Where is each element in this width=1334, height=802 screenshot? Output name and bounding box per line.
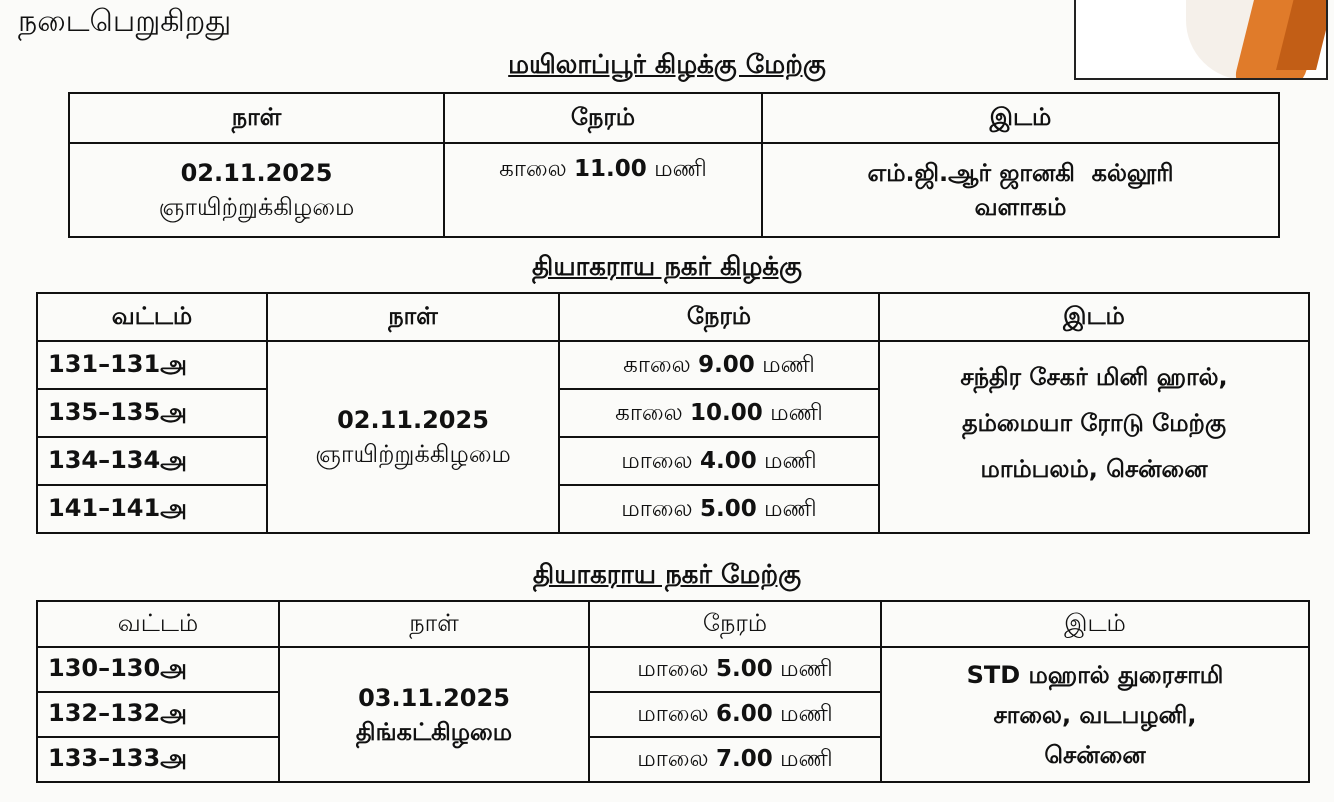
date: 02.11.2025 xyxy=(337,406,489,434)
time-suffix: மணி xyxy=(780,656,833,682)
section-title-mylapore: மயிலாப்பூர் கிழக்கு மேற்கு xyxy=(508,50,826,80)
time-value: 5.00 xyxy=(699,495,757,522)
day: ஞாயிற்றுக்கிழமை xyxy=(315,440,511,468)
ward-cell: 141–141அ xyxy=(37,485,267,533)
time-suffix: மணி xyxy=(764,447,817,474)
time-prefix: மாலை xyxy=(637,746,709,772)
venue-line: எம்.ஜி.ஆர் ஜானகி கல்லூரி xyxy=(867,159,1174,187)
time-suffix: மணி xyxy=(764,495,817,522)
time-value: 11.00 xyxy=(574,156,647,182)
table-header-row xyxy=(37,601,1309,647)
time-prefix: காலை xyxy=(499,156,567,182)
time-suffix: மணி xyxy=(762,351,815,378)
header-ward: வட்டம் xyxy=(37,601,279,647)
table-row xyxy=(37,647,1309,692)
schedule-table-tnagar-west xyxy=(36,600,1310,783)
date: 02.11.2025 xyxy=(180,159,333,187)
section-title-tnagar-east: தியாகராய நகர் கிழக்கு xyxy=(532,252,802,282)
ward-cell: 131–131அ xyxy=(37,341,267,389)
header-venue: இடம் xyxy=(881,601,1309,647)
time-prefix: மாலை xyxy=(637,701,709,727)
date-cell xyxy=(267,341,559,533)
time-value: 6.00 xyxy=(715,701,773,727)
header-ward: வட்டம் xyxy=(37,293,267,341)
header-venue: இடம் xyxy=(762,93,1279,143)
time-text xyxy=(499,156,707,182)
time-suffix: மணி xyxy=(780,746,833,772)
header-date: நாள் xyxy=(69,93,444,143)
time-cell xyxy=(444,143,762,237)
time-cell xyxy=(559,341,879,389)
venue-cell xyxy=(879,341,1309,533)
date-cell xyxy=(279,647,589,782)
time-cell xyxy=(589,737,881,782)
header-date: நாள் xyxy=(267,293,559,341)
table-header-row xyxy=(69,93,1279,143)
time-value: 10.00 xyxy=(690,399,763,426)
time-value: 9.00 xyxy=(698,351,755,378)
table-row xyxy=(37,341,1309,389)
header-date: நாள் xyxy=(279,601,589,647)
time-cell xyxy=(559,437,879,485)
ward-cell: 130–130அ xyxy=(37,647,279,692)
schedule-table-mylapore xyxy=(68,92,1280,238)
time-value: 4.00 xyxy=(699,447,757,474)
ward-cell: 134–134அ xyxy=(37,437,267,485)
venue-cell xyxy=(881,647,1309,782)
venue-line: வளாகம் xyxy=(974,193,1067,221)
time-prefix: மாலை xyxy=(621,447,693,474)
ward-cell: 135–135அ xyxy=(37,389,267,437)
date: 03.11.2025 xyxy=(358,683,510,712)
venue-line: மாம்பலம், சென்னை xyxy=(980,455,1208,483)
ward-cell: 133–133அ xyxy=(37,737,279,782)
time-cell xyxy=(589,692,881,737)
table-header-row xyxy=(37,293,1309,341)
ward-cell: 132–132அ xyxy=(37,692,279,737)
time-value: 5.00 xyxy=(715,656,773,682)
intro-text: நடைபெறுகிறது xyxy=(18,4,232,39)
time-prefix: மாலை xyxy=(637,656,709,682)
schedule-table-tnagar-east xyxy=(36,292,1310,534)
header-time: நேரம் xyxy=(444,93,762,143)
time-cell xyxy=(559,485,879,533)
time-value: 7.00 xyxy=(715,746,773,772)
time-suffix: மணி xyxy=(770,399,823,426)
venue-line: சாலை, வடபழனி, xyxy=(993,700,1197,729)
time-prefix: காலை xyxy=(623,351,691,378)
time-prefix: மாலை xyxy=(621,495,693,522)
day: ஞாயிற்றுக்கிழமை xyxy=(158,193,355,221)
venue-line: STD மஹால் துரைசாமி xyxy=(966,660,1224,689)
time-cell xyxy=(559,389,879,437)
time-prefix: காலை xyxy=(615,399,683,426)
header-time: நேரம் xyxy=(589,601,881,647)
venue-line: சென்னை xyxy=(1044,740,1146,769)
time-cell xyxy=(589,647,881,692)
date-cell xyxy=(69,143,444,237)
time-suffix: மணி xyxy=(780,701,833,727)
time-suffix: மணி xyxy=(654,156,707,182)
header-venue: இடம் xyxy=(879,293,1309,341)
venue-cell xyxy=(762,143,1279,237)
section-title-tnagar-west: தியாகராய நகர் மேற்கு xyxy=(532,560,802,590)
table-row xyxy=(69,143,1279,237)
venue-line: சந்திர சேகர் மினி ஹால், xyxy=(960,363,1228,391)
header-time: நேரம் xyxy=(559,293,879,341)
venue-line: தம்மையா ரோடு மேற்கு xyxy=(961,409,1227,437)
day: திங்கட்கிழமை xyxy=(355,717,513,746)
